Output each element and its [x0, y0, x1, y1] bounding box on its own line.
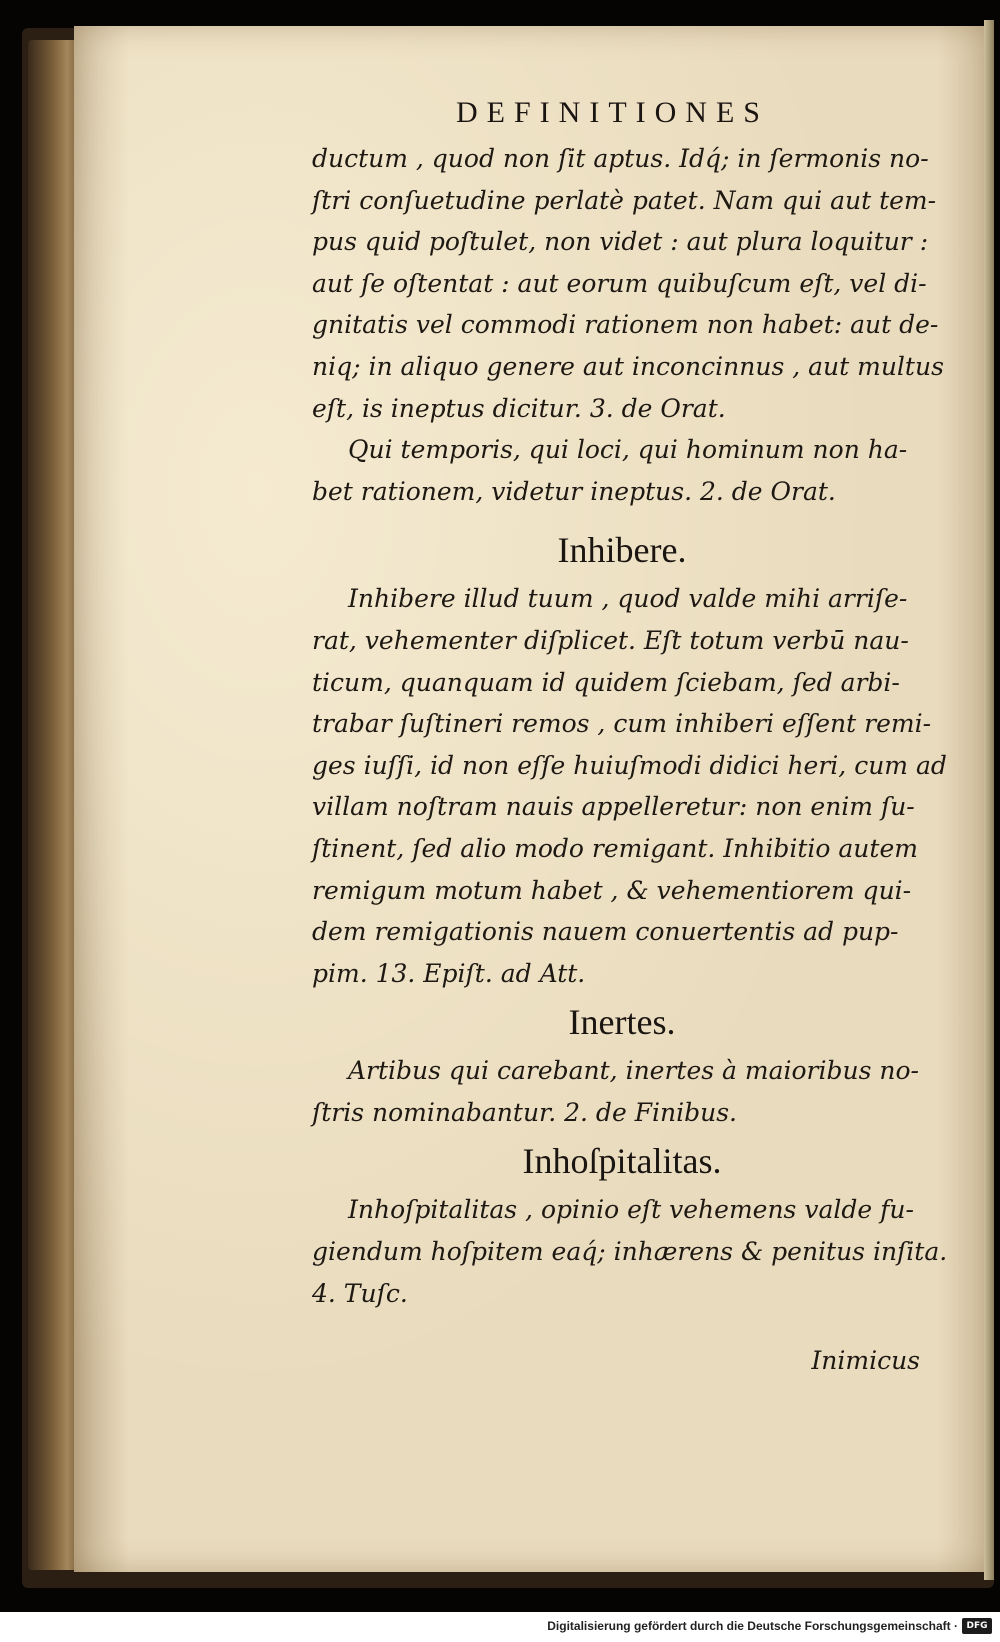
dfg-logo-text: DFG	[966, 1621, 988, 1631]
text-line: eſt, is ineptus dicitur. 3. de Orat.	[312, 393, 726, 423]
text-line: Inhibere illud tuum , quod valde mihi arriſe-	[348, 584, 908, 614]
text-line: trabar ſuſtineri remos , cum inhiberi eſſent remi-	[312, 709, 932, 739]
entry-heading-inhibere: Inhibere.	[557, 530, 687, 571]
dfg-logo-icon	[962, 1618, 992, 1634]
text-line: Qui temporis, qui loci, qui hominum non ha-	[348, 435, 908, 465]
entry-inhospitalitas	[312, 1189, 948, 1314]
text-line: pim. 13. Epiſt. ad Att.	[312, 958, 586, 988]
text-line: ges iuſſi, id non eſſe huiuſmodi didici heri, cum ad	[312, 750, 947, 780]
text-line: ticum, quanquam id quidem ſciebam, ſed arbi-	[312, 667, 900, 697]
text-line: 4. Tuſc.	[312, 1278, 408, 1308]
entry-ineptus	[312, 138, 944, 512]
text-line: rat, vehementer diſplicet. Eſt totum verbū nau-	[312, 625, 909, 655]
text-line: ſtinent, ſed alio modo remigant. Inhibitio autem	[312, 833, 918, 863]
entry-inhibere	[312, 578, 947, 994]
digitization-footer	[0, 1612, 1000, 1642]
text-line: giendum hoſpitem eaq́; inhærens & penitus inſita.	[312, 1237, 948, 1267]
text-line: pus quid poſtulet, non videt : aut plura loquitur :	[312, 227, 929, 257]
page-text	[312, 138, 948, 1382]
entry-inertes	[312, 1050, 932, 1133]
text-line: gnitatis vel commodi rationem non habet: aut de-	[312, 310, 939, 340]
text-line: aut ſe oſtentat : aut eorum quibuſcum eſt, vel di-	[312, 268, 927, 298]
text-line: villam noſtram nauis appelleretur: non enim ſu-	[312, 792, 915, 822]
entry-heading-inhospitalitas: Inhoſpitalitas.	[522, 1141, 722, 1182]
text-line: ſtris nominabantur. 2. de Finibus.	[312, 1097, 737, 1127]
text-line: dem remigationis nauem conuertentis ad pup-	[312, 917, 899, 947]
funding-credit: Digitalisierung gefördert durch die Deutsche Forschungsgemeinschaft ·	[547, 1619, 958, 1633]
text-line: remigum motum habet , & vehementiorem qui-	[312, 875, 912, 905]
text-line: Artibus qui carebant, inertes à maioribus no-	[348, 1056, 919, 1086]
page-edge	[984, 20, 994, 1580]
text-line: niq; in aliquo genere aut inconcinnus , aut multus	[312, 351, 944, 381]
text-line: ductum , quod non ſit aptus. Idq́; in ſermonis no-	[312, 144, 929, 173]
running-head: DEFINITIONES	[456, 96, 769, 129]
catchword: Inimicus	[811, 1346, 920, 1376]
entry-heading-inertes: Inertes.	[568, 1002, 676, 1043]
text-line: bet rationem, videtur ineptus. 2. de Orat.	[312, 476, 836, 506]
text-line: ſtri conſuetudine perlatè patet. Nam qui aut tem-	[312, 185, 937, 215]
text-line: Inhoſpitalitas , opinio eſt vehemens valde fu-	[348, 1195, 914, 1225]
